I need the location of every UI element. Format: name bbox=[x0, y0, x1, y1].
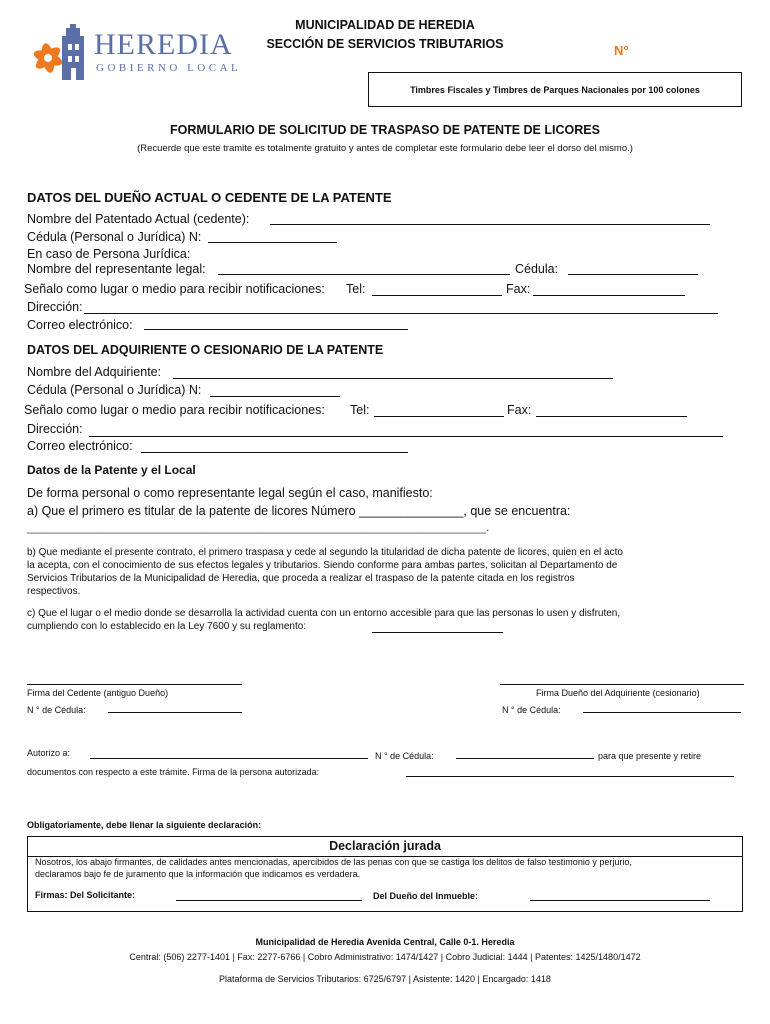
buyer-notify-label: Señalo como lugar o medio para recibir notificaciones: bbox=[24, 403, 325, 417]
buyer-id-field[interactable] bbox=[210, 396, 340, 397]
header-municipality: MUNICIPALIDAD DE HEREDIA bbox=[295, 18, 475, 32]
buyer-fax-field[interactable] bbox=[536, 416, 687, 417]
mandatory-declaration-note: Obligatoriamente, debe llenar la siguiente declaración: bbox=[27, 820, 262, 830]
authorized-signature-field[interactable] bbox=[406, 776, 734, 777]
logo bbox=[28, 24, 242, 82]
heredia-logo-icon bbox=[28, 24, 98, 82]
authorize-id-label: N ° de Cédula: bbox=[375, 751, 434, 761]
owner-rep-id-label: Cédula: bbox=[515, 262, 559, 276]
footer-phones: Central: (506) 2277-1401 | Fax: 2277-6766 | Cobro Administrativo: 1474/1427 | Cobro Judicial: 1444 | Patentes: 1425/1480/1472 bbox=[129, 952, 641, 962]
authorize-id-field[interactable] bbox=[456, 758, 594, 759]
cesionario-signature-label: Firma Dueño del Adquiriente (cesionario) bbox=[536, 688, 700, 698]
form-number-label: N° bbox=[614, 43, 629, 58]
buyer-fax-label: Fax: bbox=[507, 403, 532, 417]
patent-item-b-line: b) Que mediante el presente contrato, el primero traspasa y cede al segundo la titularidad de dicha patente de licores, quien en el acto bbox=[27, 547, 623, 558]
buyer-tel-label: Tel: bbox=[350, 403, 370, 417]
patent-item-b-line: respectivos. bbox=[27, 586, 81, 597]
header-section: SECCIÓN DE SERVICIOS TRIBUTARIOS bbox=[266, 37, 504, 51]
patent-item-a: a) Que el primero es titular de la patente de licores Número _______________, que se encuentra: bbox=[27, 504, 571, 518]
stamp-box bbox=[368, 72, 742, 107]
footer-extensions: Plataforma de Servicios Tributarios: 6725/6797 | Asistente: 1420 | Encargado: 1418 bbox=[219, 974, 551, 984]
authorize-purpose: para que presente y retire bbox=[598, 751, 702, 761]
authorize-label: Autorizo a: bbox=[27, 748, 71, 758]
owner-address-field[interactable] bbox=[84, 313, 718, 314]
owner-name-field[interactable] bbox=[270, 224, 710, 225]
property-owner-label: Del Dueño del Inmueble: bbox=[373, 891, 479, 901]
stamp-box-text: Timbres Fiscales y Timbres de Parques Nacionales por 100 colones bbox=[410, 85, 700, 95]
patent-intro: De forma personal o como representante legal según el caso, manifiesto: bbox=[27, 486, 433, 500]
cesionario-id-field[interactable] bbox=[583, 712, 741, 713]
authorize-name-field[interactable] bbox=[90, 758, 368, 759]
declaration-box bbox=[27, 836, 743, 912]
legal-person-label: En caso de Persona Jurídica: bbox=[27, 247, 191, 261]
authorize-line2: documentos con respecto a este trámite. Firma de la persona autorizada: bbox=[27, 767, 320, 777]
logo-name: HEREDIA bbox=[94, 28, 233, 61]
owner-fax-field[interactable] bbox=[533, 295, 685, 296]
cesionario-signature-line[interactable] bbox=[500, 684, 744, 685]
buyer-email-label: Correo electrónico: bbox=[27, 439, 133, 453]
buyer-tel-field[interactable] bbox=[374, 416, 504, 417]
owner-address-label: Dirección: bbox=[27, 300, 83, 314]
accessibility-field[interactable] bbox=[372, 632, 503, 633]
applicant-signature-field[interactable] bbox=[176, 900, 362, 901]
patent-section-heading: Datos de la Patente y el Local bbox=[27, 463, 196, 477]
buyer-name-field[interactable] bbox=[173, 378, 613, 379]
declaration-title: Declaración jurada bbox=[329, 839, 441, 853]
owner-id-field[interactable] bbox=[208, 242, 337, 243]
owner-tel-label: Tel: bbox=[346, 282, 366, 296]
patent-item-c-line2: cumpliendo con lo establecido en la Ley 7600 y su reglamento: bbox=[27, 621, 307, 632]
patent-item-b bbox=[27, 546, 737, 598]
owner-tel-field[interactable] bbox=[372, 295, 502, 296]
form-subtitle: (Recuerde que este tramite es totalmente gratuito y antes de completar este formulario debe leer el dorso del mismo.) bbox=[137, 143, 633, 154]
cedente-signature-line[interactable] bbox=[27, 684, 242, 685]
cedente-id-field[interactable] bbox=[108, 712, 242, 713]
owner-id-label: Cédula (Personal o Jurídica) N: bbox=[27, 230, 202, 244]
form-title: FORMULARIO DE SOLICITUD DE TRASPASO DE PATENTE DE LICORES bbox=[170, 123, 600, 137]
owner-rep-field[interactable] bbox=[218, 274, 510, 275]
buyer-address-field[interactable] bbox=[89, 436, 723, 437]
property-owner-signature-field[interactable] bbox=[530, 900, 710, 901]
owner-fax-label: Fax: bbox=[506, 282, 531, 296]
owner-rep-label: Nombre del representante legal: bbox=[27, 262, 206, 276]
declaration-text-line1: Nosotros, los abajo firmantes, de calidades antes mencionadas, apercibidos de las penas con que se castiga los delitos de falso testimonio y perjurio, bbox=[35, 857, 632, 867]
applicant-signature-label: Firmas: Del Solicitante: bbox=[35, 890, 136, 900]
buyer-id-label: Cédula (Personal o Jurídica) N: bbox=[27, 383, 202, 397]
owner-name-label: Nombre del Patentado Actual (cedente): bbox=[27, 212, 250, 226]
buyer-address-label: Dirección: bbox=[27, 422, 83, 436]
buyer-name-label: Nombre del Adquiriente: bbox=[27, 365, 162, 379]
owner-rep-id-field[interactable] bbox=[568, 274, 698, 275]
footer-address: Municipalidad de Heredia Avenida Central, Calle 0-1. Heredia bbox=[255, 937, 515, 947]
declaration-title-row bbox=[28, 837, 742, 857]
logo-subtitle: GOBIERNO LOCAL bbox=[96, 62, 242, 74]
owner-notify-label: Señalo como lugar o medio para recibir notificaciones: bbox=[24, 282, 325, 296]
cedente-signature-label: Firma del Cedente (antiguo Dueño) bbox=[27, 688, 169, 698]
patent-item-a-continuation: __________________________________________________________________. bbox=[27, 520, 490, 534]
patent-item-c-line1: c) Que el lugar o el medio donde se desarrolla la actividad cuenta con un entorno accesible para que las personas lo usen y disfruten, bbox=[27, 608, 621, 619]
owner-section-heading: DATOS DEL DUEÑO ACTUAL O CEDENTE DE LA PATENTE bbox=[27, 190, 392, 205]
patent-item-b-line: la acepta, con el conocimiento de sus efectos legales y tributarios. Siendo conforme para ambas partes, solicitan al Departamento de bbox=[27, 560, 618, 571]
cesionario-id-label: N ° de Cédula: bbox=[502, 705, 561, 715]
patent-item-b-line: Servicios Tributarios de la Municipalidad de Heredia, que proceda a realizar el traspaso de la patente citada en los registros bbox=[27, 573, 575, 584]
owner-email-label: Correo electrónico: bbox=[27, 318, 133, 332]
buyer-section-heading: DATOS DEL ADQUIRIENTE O CESIONARIO DE LA PATENTE bbox=[27, 343, 384, 357]
buyer-email-field[interactable] bbox=[141, 452, 408, 453]
owner-email-field[interactable] bbox=[144, 329, 408, 330]
declaration-text-line2: declaramos bajo fe de juramento que la información que indicamos es verdadera. bbox=[35, 869, 361, 879]
cedente-id-label: N ° de Cédula: bbox=[27, 705, 86, 715]
